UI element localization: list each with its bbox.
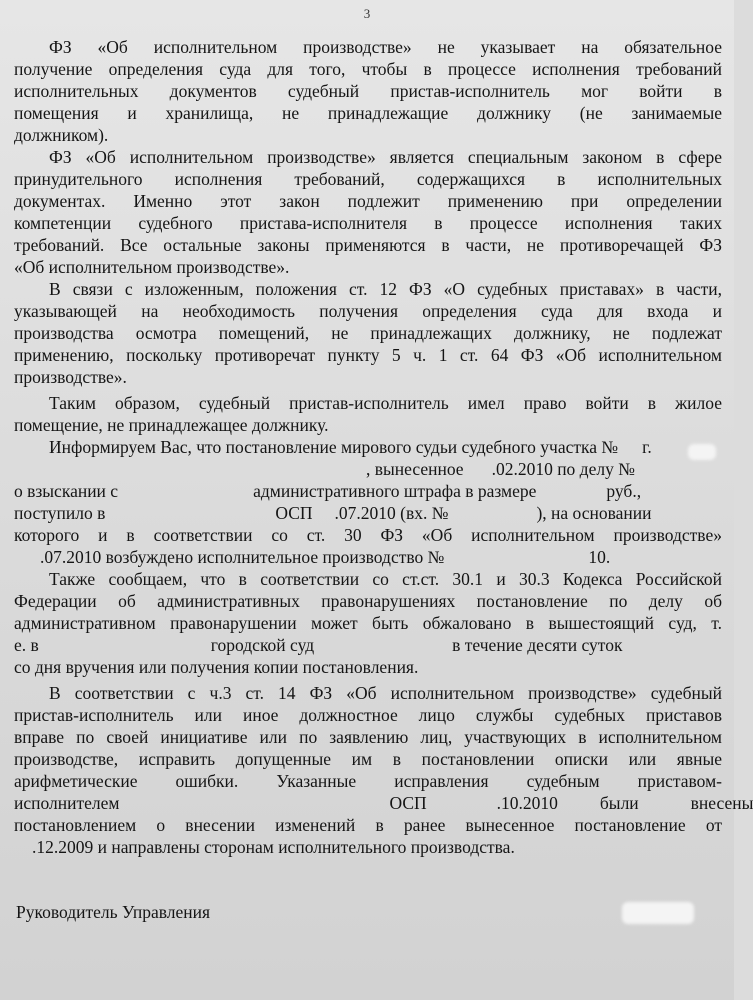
signature-title: Руководитель Управления xyxy=(16,902,211,922)
text-fragment: поступило в xyxy=(14,503,106,523)
text-fragment: , вынесенное xyxy=(366,459,464,479)
text-fragment: были xyxy=(599,793,639,813)
text-fragment: .12.2009 и направлены сторонам исполнительного производства. xyxy=(32,837,515,857)
text-line: В связи с изложенным, положения ст. 12 ФЗ «О судебных приставах» в части, xyxy=(49,279,722,299)
text-line: производстве». xyxy=(14,367,127,387)
paragraph-4 xyxy=(14,392,722,436)
page-number: 3 xyxy=(363,6,371,21)
text-line: пристав-исполнитель или иное должностное лицо службы судебных приставов xyxy=(14,705,722,725)
text-line: указывающей на необходимость получения определения суда для входа и xyxy=(14,301,722,321)
text-line: «Об исполнительном производстве». xyxy=(14,257,290,277)
redaction-mark xyxy=(622,902,694,924)
text-fragment: .02.2010 по делу № xyxy=(491,459,635,479)
text-line: помещение, не принадлежащее должнику. xyxy=(14,415,329,435)
text-fragment: ОСП xyxy=(275,503,313,523)
text-fragment: 10. xyxy=(588,547,611,567)
text-line: требований. Все остальные законы применяются в части, не противоречащей ФЗ xyxy=(14,235,722,255)
letter-body xyxy=(14,36,753,858)
text-line: помещения и хранилища, не принадлежащие должнику (не занимаемые xyxy=(14,103,722,123)
redaction-mark xyxy=(688,444,716,460)
text-line: документах. Именно этот закон подлежит применению при определении xyxy=(14,191,722,211)
text-line: ФЗ «Об исполнительном производстве» является специальным законом в сфере xyxy=(49,147,722,167)
text-fragment: .07.2010 возбуждено исполнительное производство № xyxy=(40,547,445,567)
text-line: Также сообщаем, что в соответствии со ст.ст. 30.1 и 30.3 Кодекса Российской xyxy=(49,569,722,589)
text-line: Федерации об административных правонарушениях постановление по делу об xyxy=(14,591,722,611)
text-line: производства осмотра помещений, не принадлежащих должнику, не подлежат xyxy=(14,323,722,343)
text-line: получение определения суда для того, чтобы в процессе исполнения требований xyxy=(14,59,722,79)
text-fragment: ), на основании xyxy=(536,503,652,523)
text-fragment: .07.2010 (вх. № xyxy=(334,503,449,523)
text-line: применению, поскольку противоречат пункту 5 ч. 1 ст. 64 ФЗ «Об исполнительном xyxy=(14,345,722,365)
paragraph-1 xyxy=(14,36,722,146)
paragraph-3 xyxy=(14,278,722,388)
text-fragment: ОСП xyxy=(389,793,427,813)
text-fragment: исполнителем xyxy=(14,793,120,813)
paragraph-2 xyxy=(14,146,722,278)
text-fragment: руб., xyxy=(606,481,642,501)
text-fragment: административного штрафа в размере xyxy=(253,481,537,501)
text-fragment: городской суд xyxy=(210,635,315,655)
text-line: которого и в соответствии со ст. 30 ФЗ «Об исполнительном производстве» xyxy=(14,525,722,545)
text-line: производстве, исправить допущенные им в постановлении описки или явные xyxy=(14,749,722,769)
text-line: В соответствии с ч.3 ст. 14 ФЗ «Об исполнительном производстве» судебный xyxy=(49,683,722,703)
text-line: ФЗ «Об исполнительном производстве» не указывает на обязательное xyxy=(49,37,722,57)
text-fragment: .10.2010 xyxy=(496,793,558,813)
paragraph-7 xyxy=(14,682,753,858)
text-line: принудительного исполнения требований, содержащихся в исполнительных xyxy=(14,169,722,189)
text-line: компетенции судебного пристава-исполнителя в процессе исполнения таких xyxy=(14,213,722,233)
text-fragment: г. xyxy=(642,437,652,457)
text-fragment: внесены xyxy=(690,793,753,813)
text-line: со дня вручения или получения копии постановления. xyxy=(14,657,419,677)
text-line: административном правонарушении может быть обжаловано в вышестоящий суд, т. xyxy=(14,613,722,633)
paragraph-6 xyxy=(14,568,722,678)
text-line: постановлением о внесении изменений в ранее вынесенное постановление от xyxy=(14,815,722,835)
text-fragment: о взыскании с xyxy=(14,481,119,501)
text-fragment: в течение десяти суток xyxy=(452,635,623,655)
paragraph-5 xyxy=(14,436,722,568)
text-line: должником). xyxy=(14,125,109,145)
text-line: Таким образом, судебный пристав-исполнитель имел право войти в жилое xyxy=(49,393,722,413)
text-line: исполнительных документов судебный пристав-исполнитель мог войти в xyxy=(14,81,722,101)
text-line: Информируем Вас, что постановление мирового судьи судебного участка № xyxy=(49,437,619,457)
text-line: вправе по своей инициативе или по заявлению лиц, участвующих в исполнительном xyxy=(14,727,722,747)
text-fragment: е. в xyxy=(14,635,39,655)
text-line: арифметические ошибки. Указанные исправления судебным приставом- xyxy=(14,771,722,791)
